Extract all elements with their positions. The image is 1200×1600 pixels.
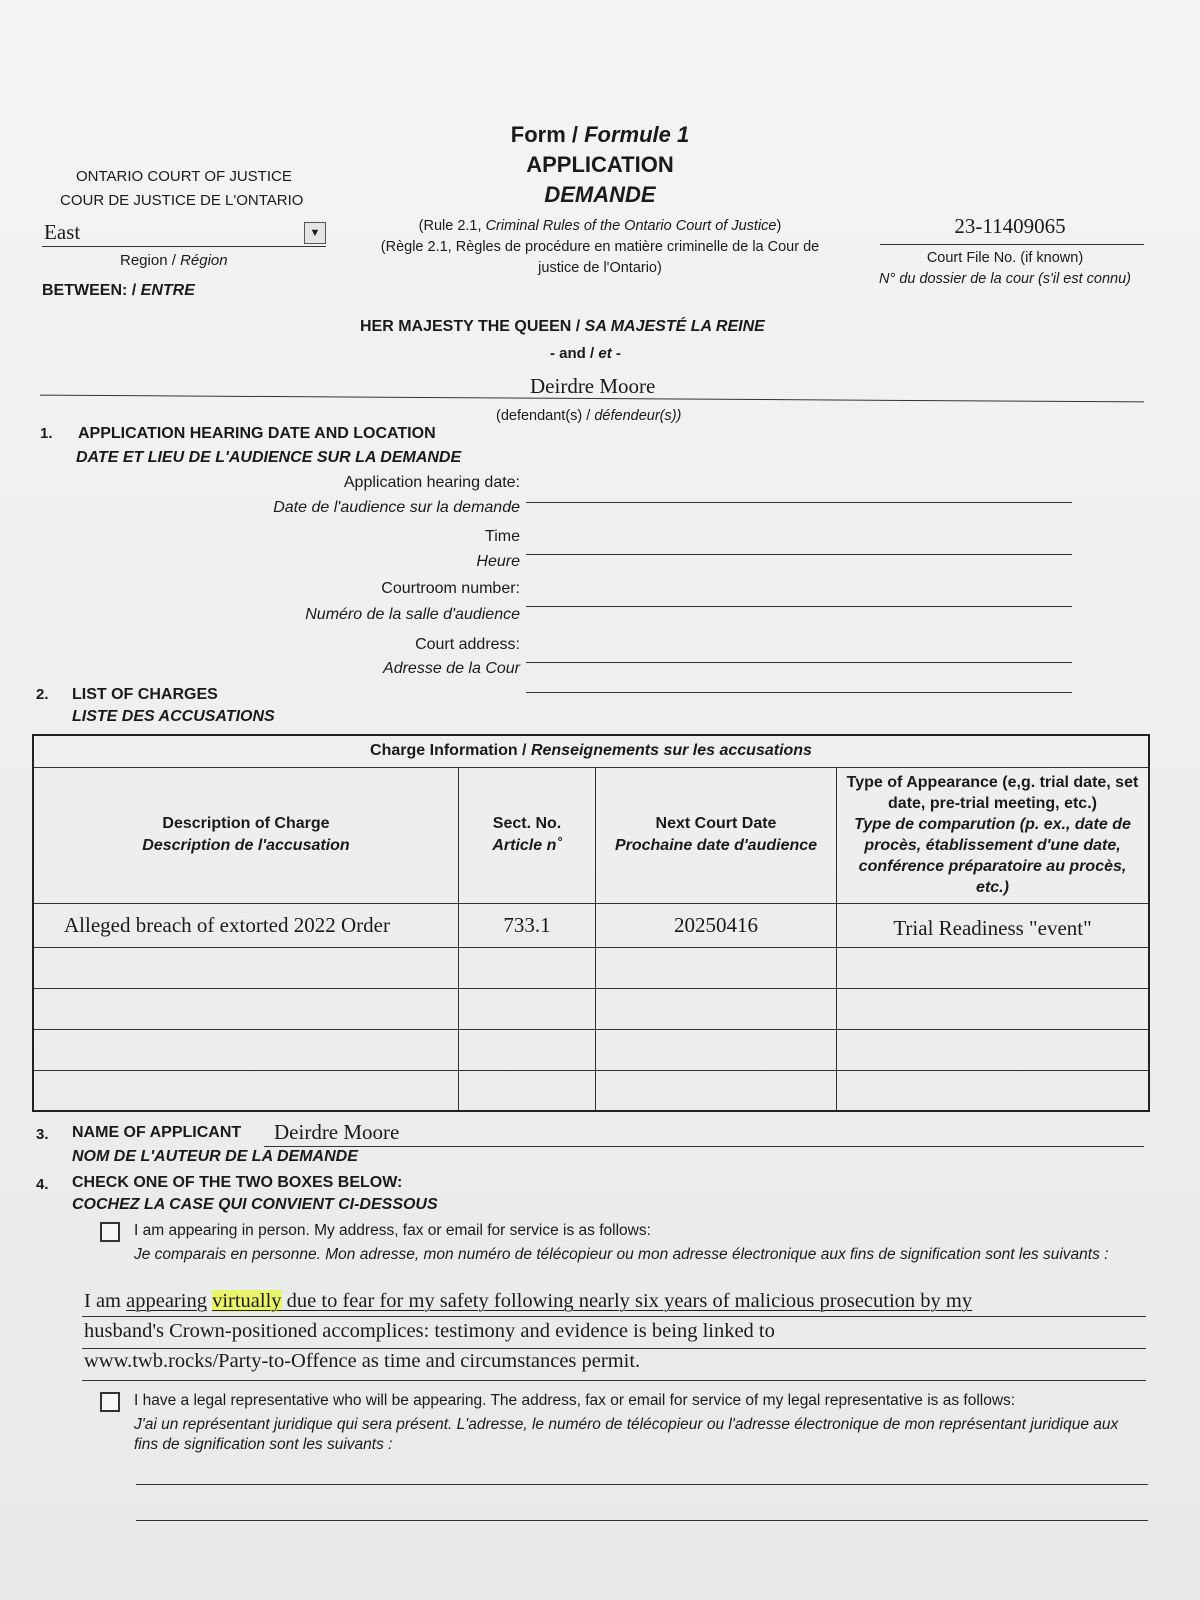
table-cell[interactable] [33,1029,459,1070]
table-cell[interactable] [33,947,459,988]
courtroom-label-en: Courtroom number: [381,580,520,597]
table-cell[interactable] [459,1029,596,1070]
section4-title-fr: COCHEZ LA CASE QUI CONVIENT CI-DESSOUS [72,1196,438,1213]
court-file-underline [880,244,1144,245]
column-header-description: Description of Charge Description de l'accusation [33,767,459,903]
hearing-date-label-fr: Date de l'audience sur la demande [273,499,520,516]
crown-party: HER MAJESTY THE QUEEN / SA MAJESTÉ LA REINE [360,318,765,335]
court-file-number[interactable]: 23-11409065 [954,214,1066,238]
form-type-fr: DEMANDE [544,182,656,207]
time-field[interactable] [526,554,1072,555]
section1-number: 1. [40,425,53,442]
table-row [33,988,1149,1029]
charge-appearance-cell[interactable]: Trial Readiness "event" [837,903,1150,947]
court-address-field-1[interactable] [526,662,1072,663]
section3-number: 3. [36,1126,49,1143]
service-text-line-2[interactable]: husband's Crown-positioned accomplices: testimony and evidence is being linked to [84,1320,775,1342]
rule-reference: (Rule 2.1, Criminal Rules of the Ontario Court of Justice) (Règle 2.1, Règles de procédure en matière criminelle de la Cour de justice de l'Ontario) [380,218,820,276]
defendant-label: (defendant(s) / défendeur(s)) [496,408,682,424]
court-address-label-fr: Adresse de la Cour [383,660,520,677]
option1-label-en: I am appearing in person. My address, fax or email for service is as follows: [134,1222,651,1239]
charge-info-header: Charge Information / Renseignements sur les accusations [33,735,1149,767]
section2-title-fr: LISTE DES ACCUSATIONS [72,708,275,725]
section1-title-fr: DATE ET LIEU DE L'AUDIENCE SUR LA DEMANDE [76,449,462,466]
courtroom-field[interactable] [526,606,1072,607]
table-cell[interactable] [837,988,1150,1029]
court-file-label: Court File No. (if known) N° du dossier de la cour (s'il est connu) [879,250,1131,287]
section2-number: 2. [36,686,49,703]
table-cell[interactable] [837,947,1150,988]
court-address-label-en: Court address: [415,636,520,653]
form-title: Form / Formule 1 [510,122,690,147]
service-line-1 [82,1316,1146,1317]
table-cell[interactable] [837,1029,1150,1070]
section1-title-en: APPLICATION HEARING DATE AND LOCATION [78,425,436,442]
court-name-fr: COUR DE JUSTICE DE L'ONTARIO [60,192,304,209]
legal-rep-line-2[interactable] [136,1520,1148,1521]
applicant-name-underline [264,1146,1144,1147]
and-separator: - and / et - [550,345,621,362]
chevron-down-icon[interactable]: ▼ [304,222,326,244]
charge-description-cell[interactable]: Alleged breach of extorted 2022 Order [33,903,459,947]
option2-label-fr: J'ai un représentant juridique qui sera présent. L'adresse, le numéro de télécopieur ou l'adresse électronique de mon représentant juridique aux fins de signification sont les suivants : [134,1416,1119,1453]
service-line-3 [82,1380,1146,1381]
section3-title-fr: NOM DE L'AUTEUR DE LA DEMANDE [72,1148,358,1165]
hearing-date-field[interactable] [526,502,1072,503]
table-cell[interactable] [596,988,837,1029]
table-cell[interactable] [837,1070,1150,1111]
option1-label-fr: Je comparais en personne. Mon adresse, mon numéro de télécopieur ou mon adresse électronique aux fins de signification sont les suivants : [134,1246,1109,1263]
charges-table [32,734,1150,1112]
region-underline [42,246,326,247]
section4-title-en: CHECK ONE OF THE TWO BOXES BELOW: [72,1174,403,1191]
column-header-section: Sect. No. Article n˚ [459,767,596,903]
table-cell[interactable] [459,947,596,988]
table-row [33,1029,1149,1070]
option2-label-en: I have a legal representative who will be appearing. The address, fax or email for service of my legal representative is as follows: [134,1392,1016,1409]
service-text-line-3[interactable]: www.twb.rocks/Party-to-Offence as time and circumstances permit. [84,1350,641,1372]
time-label-fr: Heure [476,553,520,570]
service-line-2 [82,1348,1146,1349]
column-header-next-date: Next Court Date Prochaine date d'audience [596,767,837,903]
region-value[interactable]: East [44,220,81,244]
table-row [33,947,1149,988]
table-cell[interactable] [33,1070,459,1111]
between-label: BETWEEN: / ENTRE [42,282,195,299]
charge-section-cell[interactable]: 733.1 [459,903,596,947]
form-type-en: APPLICATION [526,152,674,177]
legal-rep-checkbox[interactable] [100,1392,120,1412]
table-cell[interactable] [459,1070,596,1111]
section4-number: 4. [36,1176,49,1193]
court-address-field-2[interactable] [526,692,1072,693]
table-cell[interactable] [596,1070,837,1111]
hearing-date-label-en: Application hearing date: [343,474,520,491]
applicant-name[interactable]: Deirdre Moore [274,1120,400,1144]
column-header-appearance: Type of Appearance (e,g. trial date, set date, pre-trial meeting, etc.) Type de comparution (p. ex., date de procès, établissement d'une date, conférence préparatoire au procès, etc.) [837,767,1150,903]
time-label-en: Time [485,528,520,545]
legal-rep-line-1[interactable] [136,1484,1148,1485]
defendant-name[interactable]: Deirdre Moore [530,374,656,398]
courtroom-label-fr: Numéro de la salle d'audience [305,606,520,623]
section3-title-en: NAME OF APPLICANT [72,1124,242,1141]
section2-title-en: LIST OF CHARGES [72,686,218,703]
highlighted-word: virtually [212,1290,282,1312]
table-cell[interactable] [596,947,837,988]
table-cell[interactable] [459,988,596,1029]
court-name-en: ONTARIO COURT OF JUSTICE [76,168,292,185]
region-label: Region / Région [120,252,228,269]
table-row [33,1070,1149,1111]
table-row [33,903,1149,947]
table-cell[interactable] [596,1029,837,1070]
in-person-checkbox[interactable] [100,1222,120,1242]
table-cell[interactable] [33,988,459,1029]
service-text-line-1[interactable]: I am appearing virtually due to fear for my safety following nearly six years of malicious prosecution by my [84,1290,973,1312]
charge-date-cell[interactable]: 20250416 [596,903,837,947]
